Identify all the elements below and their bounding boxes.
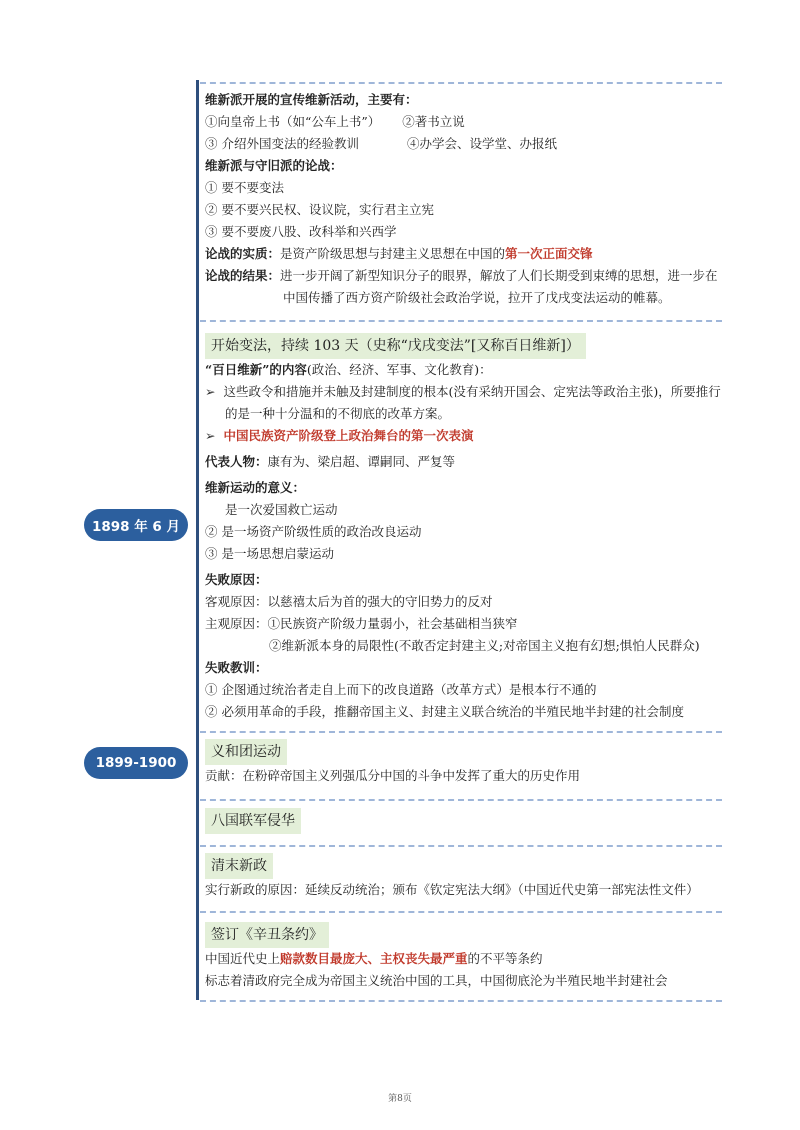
- arrow-icon: ➢: [205, 428, 216, 443]
- reform-bullet-1-cont: 的是一种十分温和的不彻底的改革方案。: [225, 406, 451, 421]
- debate-item: ② 要不要兴民权、设议院，实行君主立宪: [205, 202, 434, 217]
- debate-result-cont: 中国传播了西方资产阶级社会政治学说，拉开了戊戌变法运动的帷幕。: [283, 290, 671, 305]
- lesson-item: ② 必须用革命的手段，推翻帝国主义、封建主义联合统治的半殖民地半封建的社会制度: [205, 704, 684, 719]
- page-number: 第8页: [388, 1094, 412, 1104]
- reform-bullet-1: ➢ 这些政令和措施并未触及封建制度的根本(没有采纳开国会、定宪法等政治主张)，所要推行: [205, 384, 721, 399]
- propaganda-section: [205, 89, 725, 309]
- divider: [200, 911, 722, 913]
- date-badge-1898: 1898 年 6 月: [84, 509, 188, 541]
- failure-subjective: 主观原因：①民族资产阶级力量弱小，社会基础相当狭窄: [205, 616, 518, 631]
- reform-heading: 开始变法，持续 103 天（史称“戊戌变法”[又称百日维新]）: [205, 333, 586, 359]
- debate-essence: 论战的实质：是资产阶级思想与封建主义思想在中国的第一次正面交锋: [205, 246, 593, 261]
- lesson-item: ① 企图通过统治者走自上而下的改良道路（改革方式）是根本行不通的: [205, 682, 597, 697]
- divider: [200, 82, 722, 84]
- meaning-item: ② 是一场资产阶级性质的政治改良运动: [205, 524, 422, 539]
- failure-subjective-cont: ②维新派本身的局限性(不敢否定封建主义;对帝国主义抱有幻想;惧怕人民群众): [269, 638, 700, 653]
- boxer-heading: 义和团运动: [205, 739, 287, 765]
- meaning-item: 是一次爱国救亡运动: [225, 502, 338, 517]
- reform-bullet-2: ➢ 中国民族资产阶级登上政治舞台的第一次表演: [205, 428, 474, 443]
- boxer-section: [205, 739, 725, 787]
- debate-item: ① 要不要变法: [205, 180, 284, 195]
- divider: [200, 799, 722, 801]
- boxer-contribution: 贡献：在粉碎帝国主义列强瓜分中国的斗争中发挥了重大的历史作用: [205, 768, 581, 783]
- eight-nation-heading: 八国联军侵华: [205, 808, 301, 834]
- meaning-item: ③ 是一场思想启蒙运动: [205, 546, 334, 561]
- date-badge-1899: 1899-1900: [84, 747, 188, 779]
- divider: [200, 1000, 722, 1002]
- debate-title: 维新派与守旧派的论战：: [205, 158, 343, 173]
- treaty-heading: 签订《辛丑条约》: [205, 922, 329, 948]
- reform-content-title: “百日维新”的内容(政治、经济、军事、文化教育)：: [205, 362, 492, 377]
- reform-figures: 代表人物：康有为、梁启超、谭嗣同、严复等: [205, 454, 456, 469]
- treaty-line-1: 中国近代史上赔款数目最庞大、主权丧失最严重的不平等条约: [205, 951, 543, 966]
- lesson-title: 失败教训：: [205, 660, 268, 675]
- new-policy-reason: 实行新政的原因：延续反动统治；颁布《钦定宪法大纲》（中国近代史第一部宪法性文件）: [205, 882, 699, 897]
- propaganda-line-1: ①向皇帝上书（如“公车上书”） ②著书立说: [205, 114, 465, 129]
- propaganda-title: 维新派开展的宣传维新活动，主要有：: [205, 92, 418, 107]
- debate-result: 论战的结果：进一步开阔了新型知识分子的眼界，解放了人们长期受到束缚的思想，进一步在: [205, 268, 718, 283]
- eight-nation-section: [205, 808, 725, 834]
- divider: [200, 731, 722, 733]
- divider: [200, 320, 722, 322]
- meaning-title: 维新运动的意义：: [205, 480, 306, 495]
- new-policy-section: [205, 853, 725, 901]
- arrow-icon: ➢: [205, 384, 216, 399]
- reform-section: [205, 333, 725, 723]
- timeline-spine: [196, 80, 199, 1000]
- failure-objective: 客观原因：以慈禧太后为首的强大的守旧势力的反对: [205, 594, 493, 609]
- debate-item: ③ 要不要废八股、改科举和兴西学: [205, 224, 397, 239]
- divider: [200, 845, 722, 847]
- failure-title: 失败原因：: [205, 572, 268, 587]
- new-policy-heading: 清末新政: [205, 853, 273, 879]
- treaty-section: [205, 922, 725, 992]
- propaganda-line-2: ③ 介绍外国变法的经验教训 ④办学会、设学堂、办报纸: [205, 136, 557, 151]
- treaty-line-2: 标志着清政府完全成为帝国主义统治中国的工具，中国彻底沦为半殖民地半封建社会: [205, 973, 668, 988]
